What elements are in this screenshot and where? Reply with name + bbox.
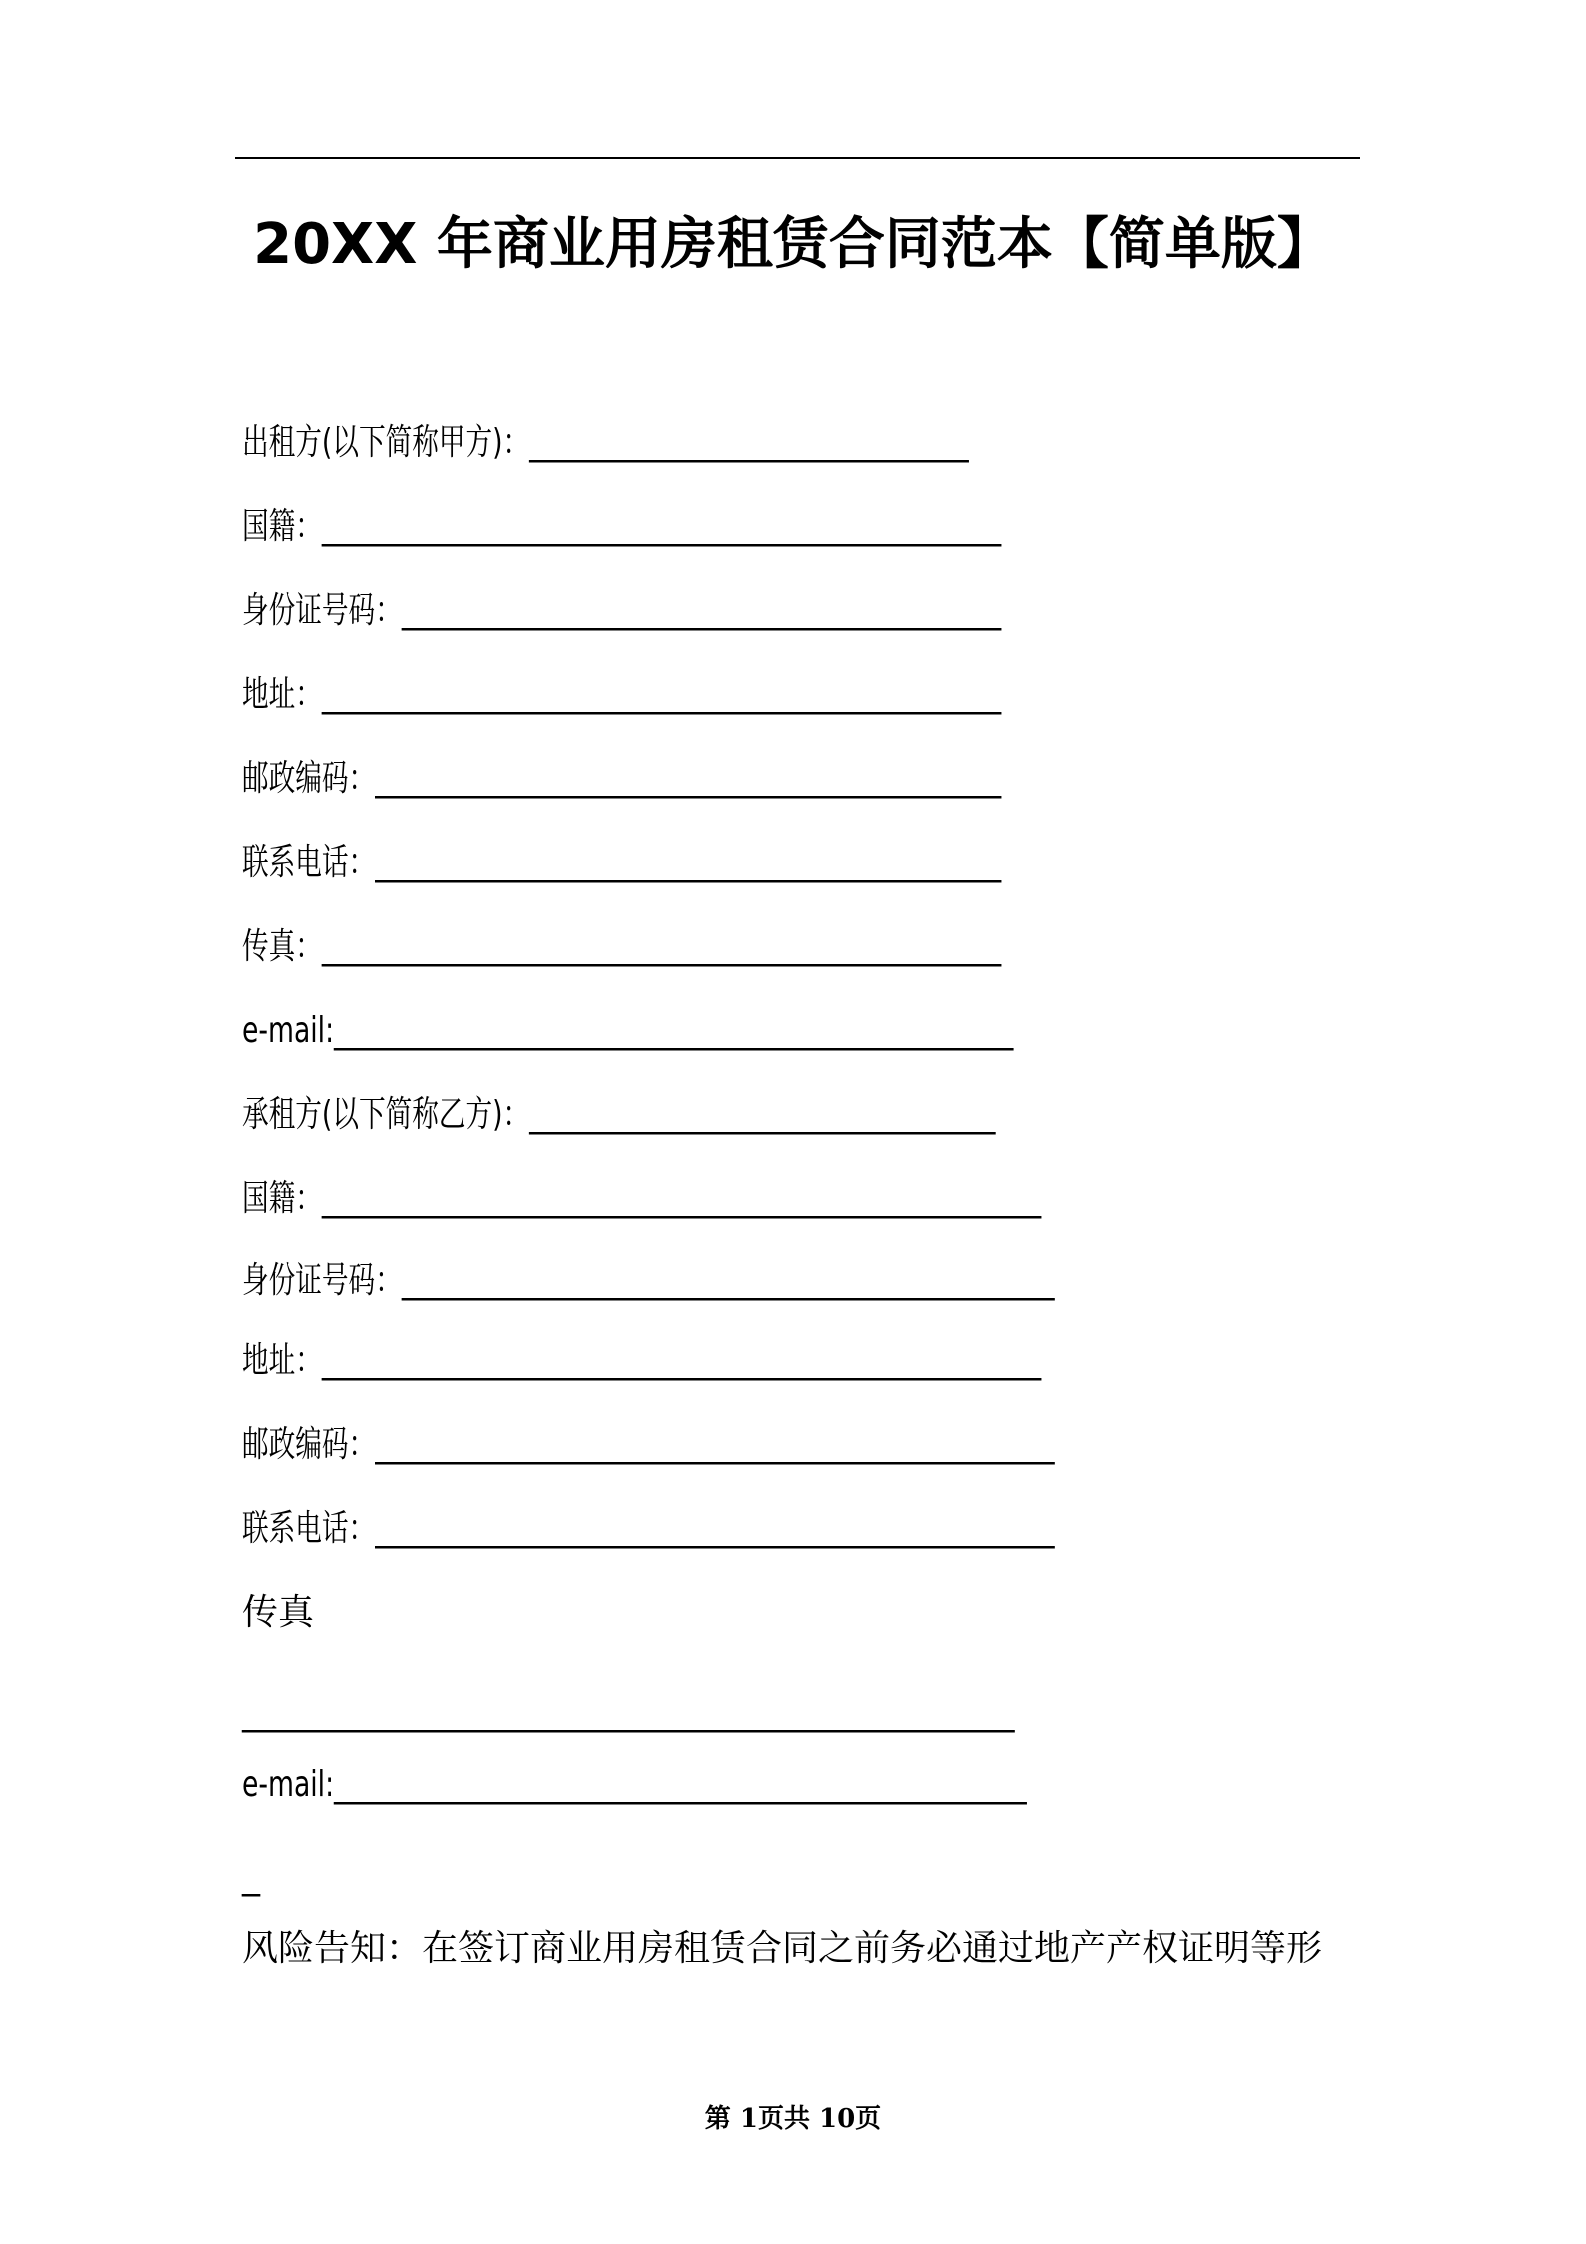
lessee-fax-label: 传真: [242, 1592, 315, 1633]
lessor-name-field: 出租方(以下简称甲方)：_________________________________: [242, 422, 969, 463]
lessee-name-field: 承租方(以下简称乙方)：___________________________________: [242, 1094, 996, 1135]
lessor-phone-field: 联系电话：_______________________________________________: [242, 842, 1002, 883]
lessor-email-field: e-mail:___________________________________________________: [242, 1010, 1014, 1051]
lessor-address-field: 地址：___________________________________________________: [242, 674, 1002, 715]
lessee-id-number-field: 身份证号码：_________________________________________________: [242, 1260, 1055, 1301]
lessee-address-field: 地址：______________________________________________________: [242, 1340, 1042, 1381]
document-title: 20XX 年商业用房租赁合同范本【简单版】: [253, 212, 1333, 277]
lessee-email-overflow: _: [242, 1856, 260, 1897]
lessor-fax-field: 传真：___________________________________________________: [242, 926, 1002, 967]
header-rule: [235, 157, 1360, 159]
page-number: 第 1页共 10页: [704, 2104, 882, 2134]
lessor-postcode-field: 邮政编码：_______________________________________________: [242, 758, 1002, 799]
lessee-fax-blank: __________________________________________________________: [242, 1692, 1015, 1733]
lessee-email-field: e-mail:____________________________________________________: [242, 1764, 1027, 1805]
lessee-phone-field: 联系电话：___________________________________________________: [242, 1508, 1055, 1549]
lessor-id-number-field: 身份证号码：_____________________________________________: [242, 590, 1002, 631]
risk-notice-text: 风险告知：在签订商业用房租赁合同之前务必通过地产产权证明等形: [242, 1928, 1323, 1969]
lessor-nationality-field: 国籍：___________________________________________________: [242, 506, 1002, 547]
lessee-nationality-field: 国籍：______________________________________________________: [242, 1178, 1042, 1219]
lessee-postcode-field: 邮政编码：___________________________________________________: [242, 1424, 1055, 1465]
